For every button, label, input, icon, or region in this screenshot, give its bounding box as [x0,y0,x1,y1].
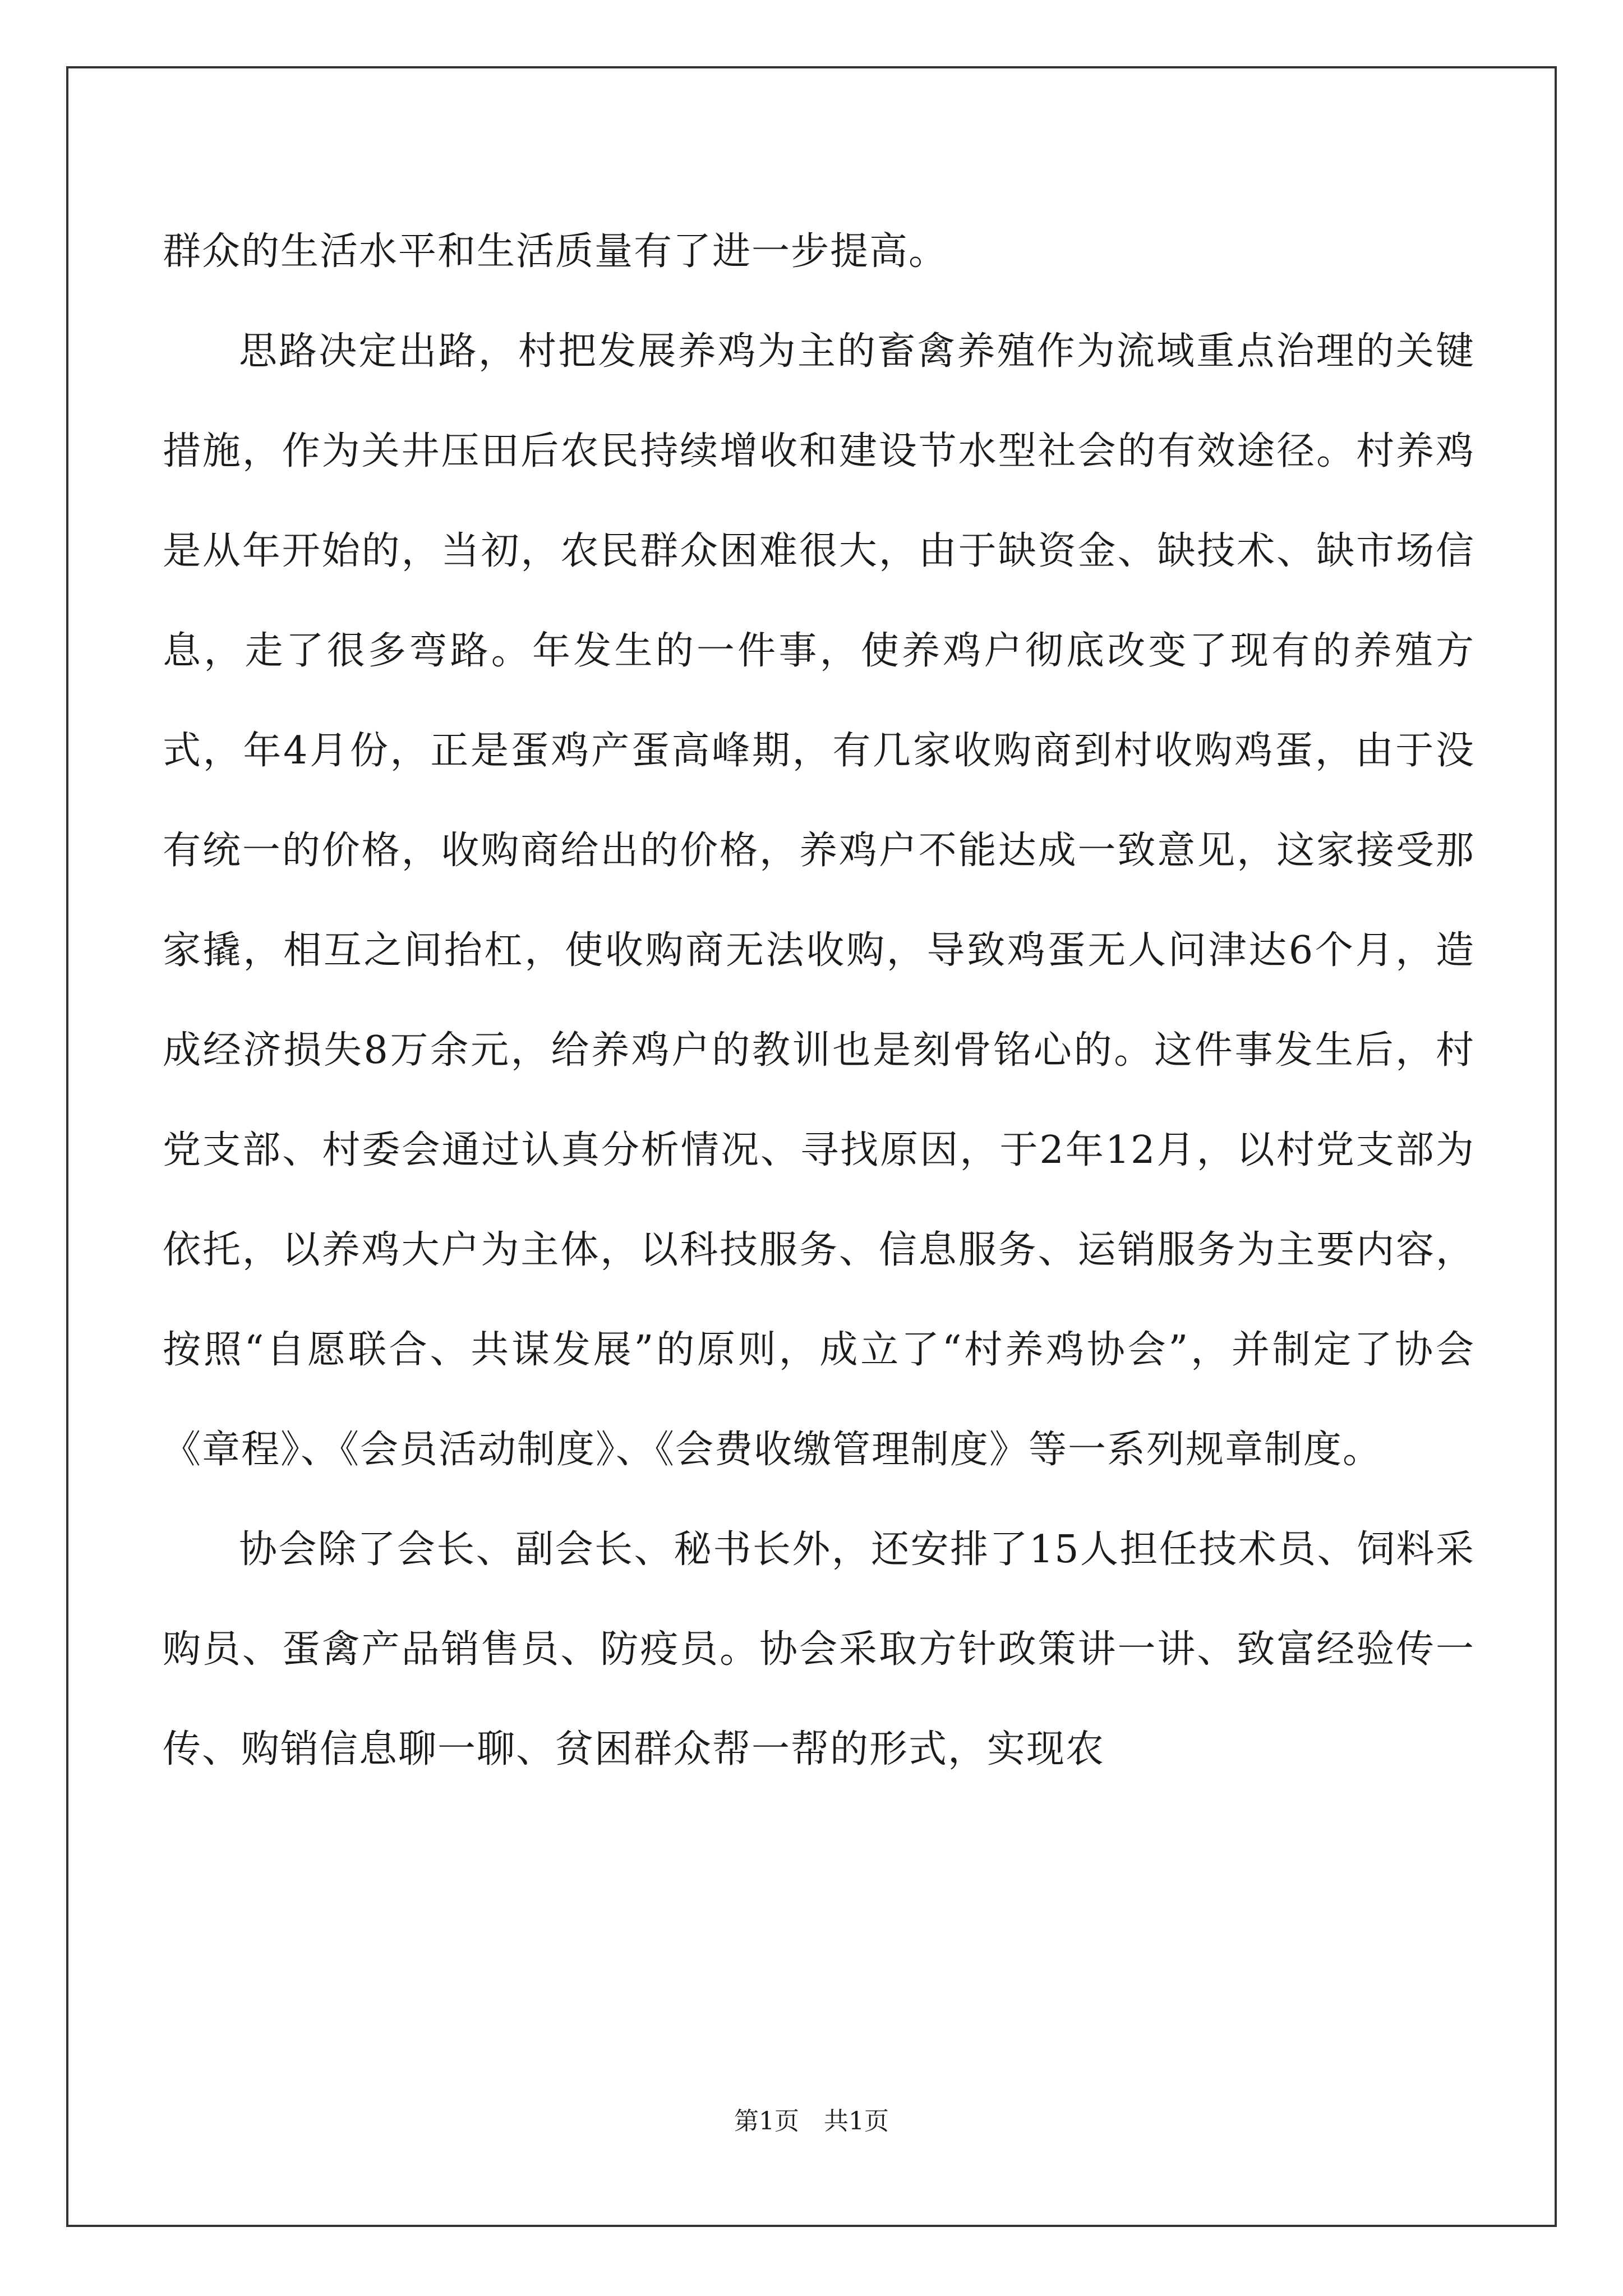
page-number: 第1页 [734,2107,799,2136]
paragraph: 协会除了会长、副会长、秘书长外，还安排了15人担任技术员、饲料采购员、蛋禽产品销售员、防疫员。协会采取方针政策讲一讲、致富经验传一传、购销信息聊一聊、贫困群众帮一帮的形式，实现农 [163,1527,1475,1772]
page-footer [0,2101,1623,2137]
document-body [163,202,1475,1800]
page-total: 共1页 [824,2107,889,2136]
paragraph: 群众的生活水平和生活质量有了进一步提高。 [163,229,948,274]
paragraph: 思路决定出路，村把发展养鸡为主的畜禽养殖作为流域重点治理的关键措施，作为关井压田后农民持续增收和建设节水型社会的有效途径。村养鸡是从年开始的，当初，农民群众困难很大，由于缺资金、缺技术、缺市场信息，走了很多弯路。年发生的一件事，使养鸡户彻底改变了现有的养殖方式，年4月份，正是蛋鸡产蛋高峰期，有几家收购商到村收购鸡蛋，由于没有统一的价格，收购商给出的价格，养鸡户不能达成一致意见，这家接受那家撬，相互之间抬杠，使收购商无法收购，导致鸡蛋无人问津达6个月，造成经济损失8万余元，给养鸡户的教训也是刻骨铭心的。这件事发生后，村党支部、村委会通过认真分析情况、寻找原因，于2年12月，以村党支部为依托，以养鸡大户为主体，以科技服务、信息服务、运销服务为主要内容，按照“自愿联合、共谋发展”的原则，成立了“村养鸡协会”，并制定了协会《章程》、《会员活动制度》、《会费收缴管理制度》等一系列规章制度。 [163,329,1475,1472]
